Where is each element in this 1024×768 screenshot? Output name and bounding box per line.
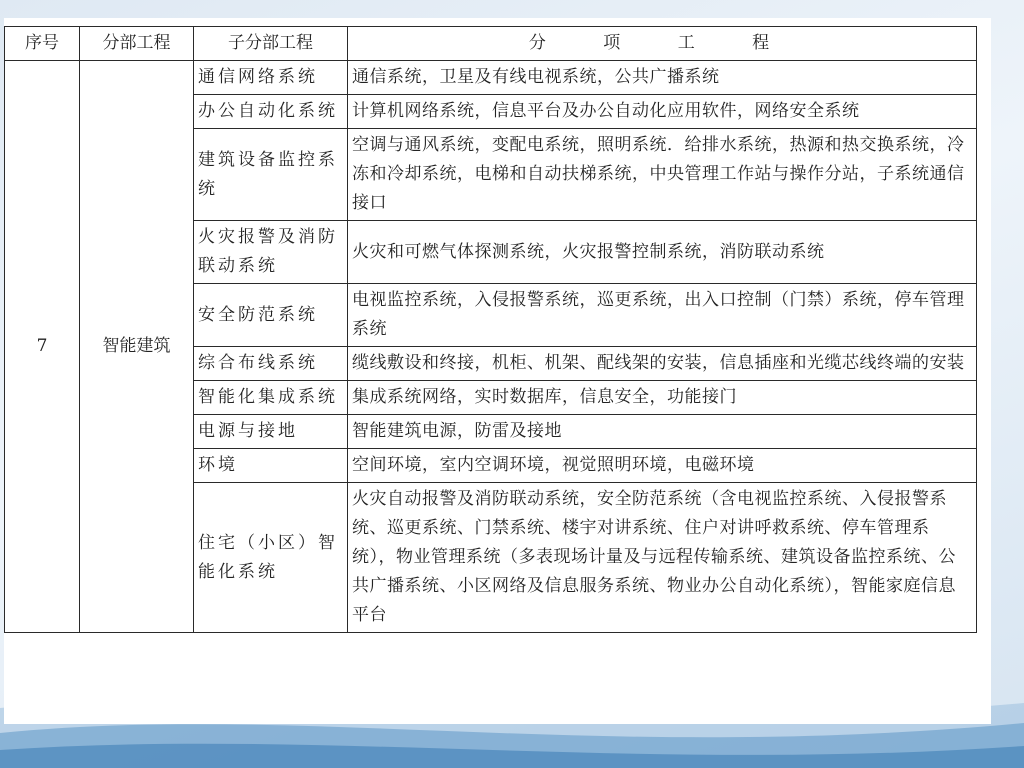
subdept-cell: 办公自动化系统 bbox=[194, 95, 348, 129]
detail-cell: 缆线敷设和终接，机柜、机架、配线架的安装，信息插座和光缆芯线终端的安装 bbox=[348, 347, 977, 381]
subdept-cell: 火灾报警及消防联动系统 bbox=[194, 221, 348, 284]
subdept-cell: 建筑设备监控系统 bbox=[194, 129, 348, 221]
subdept-cell: 通信网络系统 bbox=[194, 61, 348, 95]
subdept-cell: 电源与接地 bbox=[194, 415, 348, 449]
detail-cell: 空间环境，室内空调环境，视觉照明环境，电磁环境 bbox=[348, 449, 977, 483]
seq-cell: 7 bbox=[5, 61, 80, 633]
table-header-row bbox=[5, 27, 977, 61]
detail-cell: 通信系统，卫星及有线电视系统，公共广播系统 bbox=[348, 61, 977, 95]
document-page bbox=[4, 18, 991, 724]
header-seq: 序号 bbox=[5, 27, 80, 61]
detail-cell: 智能建筑电源，防雷及接地 bbox=[348, 415, 977, 449]
detail-cell: 空调与通风系统，变配电系统，照明系统．给排水系统，热源和热交换系统，冷冻和冷却系统，电梯和自动扶梯系统，中央管理工作站与操作分站，子系统通信接口 bbox=[348, 129, 977, 221]
header-detail: 分 项 工 程 bbox=[348, 27, 977, 61]
subdept-cell: 综合布线系统 bbox=[194, 347, 348, 381]
subdept-cell: 环境 bbox=[194, 449, 348, 483]
detail-cell: 火灾自动报警及消防联动系统，安全防范系统（含电视监控系统、入侵报警系统、巡更系统、门禁系统、楼宇对讲系统、住户对讲呼救系统、停车管理系统），物业管理系统（多表现场计量及与远程传输系统、建筑设备监控系统、公共广播系统、小区网络及信息服务系统、物业办公自动化系统），智能家庭信息平台 bbox=[348, 483, 977, 633]
dept-cell: 智能建筑 bbox=[80, 61, 194, 633]
subdept-cell: 住宅（小区）智能化系统 bbox=[194, 483, 348, 633]
detail-cell: 集成系统网络，实时数据库，信息安全，功能接门 bbox=[348, 381, 977, 415]
header-dept: 分部工程 bbox=[80, 27, 194, 61]
project-division-table bbox=[4, 26, 977, 633]
detail-cell: 电视监控系统，入侵报警系统，巡更系统，出入口控制（门禁）系统，停车管理系统 bbox=[348, 284, 977, 347]
subdept-cell: 安全防范系统 bbox=[194, 284, 348, 347]
detail-cell: 火灾和可燃气体探测系统，火灾报警控制系统，消防联动系统 bbox=[348, 221, 977, 284]
subdept-cell: 智能化集成系统 bbox=[194, 381, 348, 415]
detail-cell: 计算机网络系统，信息平台及办公自动化应用软件，网络安全系统 bbox=[348, 95, 977, 129]
table-row bbox=[5, 61, 977, 95]
header-subdept: 子分部工程 bbox=[194, 27, 348, 61]
